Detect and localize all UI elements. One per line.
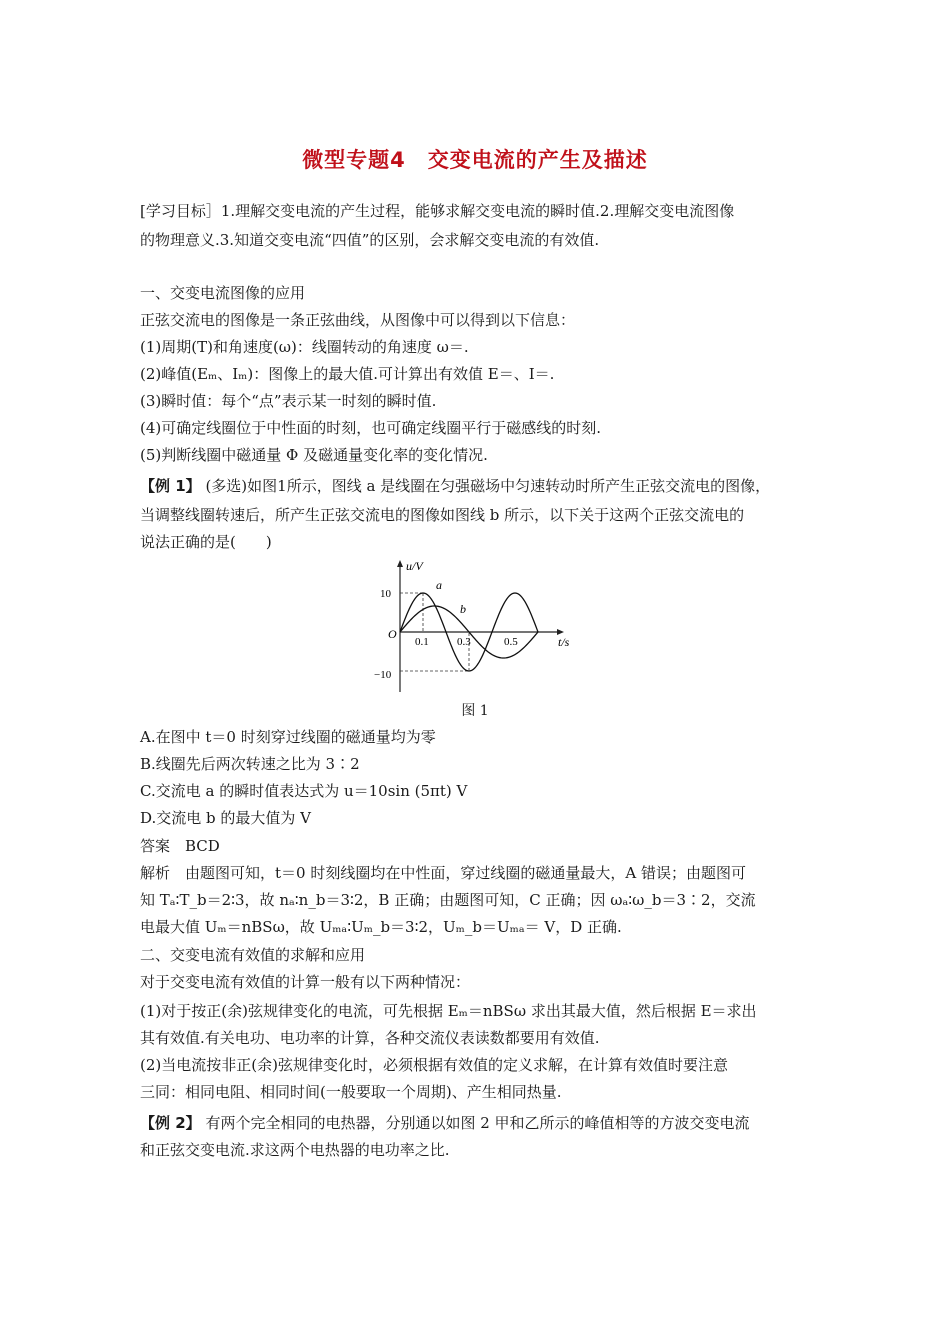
x-axis-label: t/s (558, 635, 570, 649)
text-line: (2)当电流按非正(余)弦规律变化时，必须根据有效值的定义求解，在计算有效值时要注意 (140, 1056, 728, 1074)
text-line: (2)峰值(Eₘ、Iₘ)：图像上的最大值.可计算出有效值 E＝、I＝. (140, 365, 555, 383)
analysis-line-3: 电最大值 Uₘ＝nBSω，故 Uₘₐ∶Uₘ_b＝3∶2，Uₘ_b＝Uₘₐ＝ V，D 正确. (140, 918, 622, 936)
x-tick-label: 0.3 (457, 636, 471, 648)
analysis-line-1: 解析 由题图可知，t＝0 时刻线圈均在中性面，穿过线圈的磁通量最大，A 错误；由题图可 (140, 864, 746, 882)
sine-chart (360, 560, 590, 695)
objectives-line-2: 的物理意义.3.知道交变电流“四值”的区别，会求解交变电流的有效值. (140, 231, 600, 249)
text-line: (4)可确定线圈位于中性面的时刻，也可确定线圈平行于磁感线的时刻. (140, 419, 602, 437)
figure-1 (360, 560, 590, 695)
objectives-line-1: [学习目标］1.理解交变电流的产生过程，能够求解交变电流的瞬时值.2.理解交变电流图像 (140, 202, 735, 220)
y-tick-label: −10 (374, 669, 392, 681)
option-b: B.线圈先后两次转速之比为 3∶2 (140, 755, 360, 773)
curve-b-label: b (460, 602, 466, 616)
example-1-line-2: 当调整线圈转速后，所产生正弦交流电的图像如图线 b 所示，以下关于这两个正弦交流电的 (140, 506, 745, 524)
text-line: (1)周期(T)和角速度(ω)：线圈转动的角速度 ω＝. (140, 338, 469, 356)
option-a: A.在图中 t＝0 时刻穿过线圈的磁通量均为零 (140, 728, 436, 746)
origin-label: O (388, 627, 397, 641)
answer: 答案 BCD (140, 837, 220, 855)
analysis-line-2: 知 Tₐ∶T_b＝2∶3，故 nₐ∶n_b＝3∶2，B 正确；由题图可知，C 正确；因 ωₐ∶ω_b＝3∶2，交流 (140, 891, 756, 909)
section-1-heading: 一、交变电流图像的应用 (140, 284, 306, 302)
text-line: 正弦交流电的图像是一条正弦曲线，从图像中可以得到以下信息： (140, 311, 576, 329)
example-1-line-3: 说法正确的是( ) (140, 533, 272, 551)
curve-a-label: a (436, 578, 442, 592)
figure-caption: 图 1 (461, 703, 489, 719)
y-axis-arrow (397, 560, 403, 567)
example-2-text: 有两个完全相同的电热器，分别通以如图 2 甲和乙所示的峰值相等的方波交变电流 (205, 1114, 750, 1132)
text-line: (1)对于按正(余)弦规律变化的电流，可先根据 Eₘ＝nBSω 求出其最大值，然后根据 E＝求出 (140, 1002, 757, 1020)
text-line: 对于交变电流有效值的计算一般有以下两种情况： (140, 973, 471, 991)
text-line: (5)判断线圈中磁通量 Φ 及磁通量变化率的变化情况. (140, 446, 488, 464)
y-tick-label: 10 (380, 588, 391, 600)
x-tick-label: 0.5 (504, 636, 518, 648)
example-2-line-1 (140, 1113, 750, 1133)
section-2-heading: 二、交变电流有效值的求解和应用 (140, 946, 366, 964)
text-line: 三同：相同电阻、相同时间(一般要取一个周期)、产生相同热量. (140, 1083, 562, 1101)
page-title: 微型专题4 交变电流的产生及描述 (302, 148, 648, 172)
y-axis-label: u/V (406, 560, 423, 573)
example-1-line-1 (140, 476, 770, 496)
example-2-tag: 【例 2】 (140, 1114, 201, 1132)
example-1-tag: 【例 1】 (140, 477, 201, 495)
text-line: (3)瞬时值：每个“点”表示某一时刻的瞬时值. (140, 392, 437, 410)
example-1-text: (多选)如图1所示，图线 a 是线圈在匀强磁场中匀速转动时所产生正弦交流电的图像， (205, 477, 771, 495)
example-2-line-2: 和正弦交变电流.求这两个电热器的电功率之比. (140, 1141, 450, 1159)
x-tick-label: 0.1 (415, 636, 429, 648)
option-d: D.交流电 b 的最大值为 V (140, 809, 311, 827)
text-line: 其有效值.有关电功、电功率的计算，各种交流仪表读数都要用有效值. (140, 1029, 600, 1047)
option-c: C.交流电 a 的瞬时值表达式为 u＝10sin (5πt) V (140, 782, 468, 800)
